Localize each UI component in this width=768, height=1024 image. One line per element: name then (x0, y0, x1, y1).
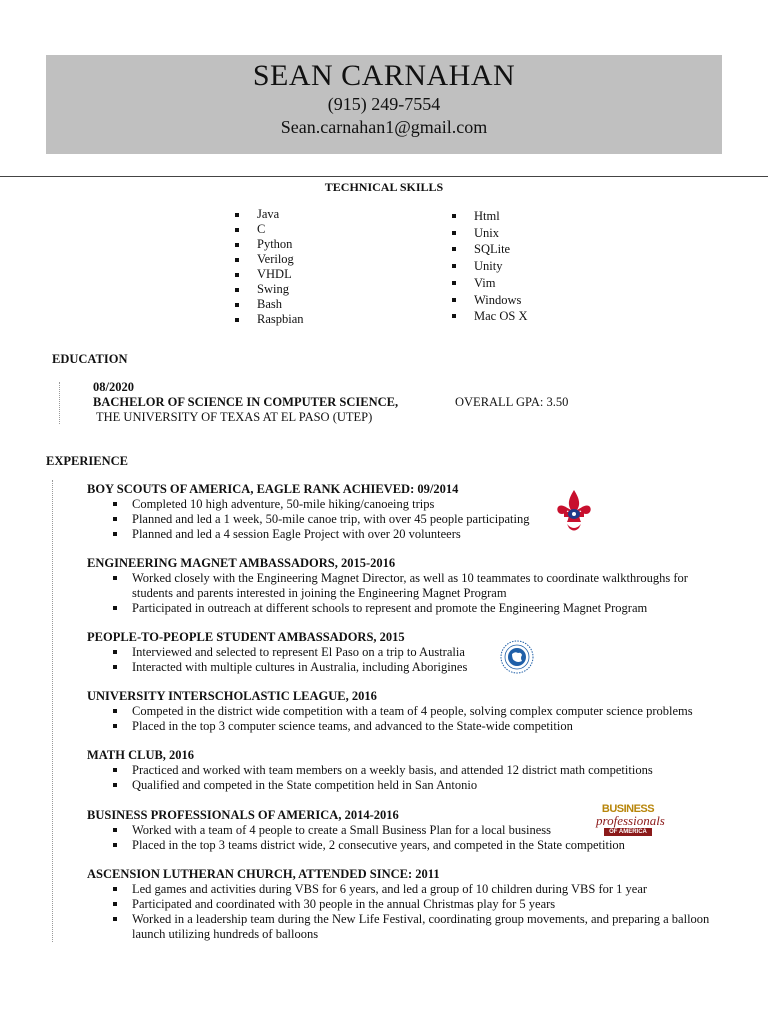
bullet-icon (235, 273, 239, 277)
experience-entry (87, 555, 747, 616)
experience-dotted-rule (52, 480, 53, 942)
skills-list-left (233, 207, 304, 327)
bullet-icon (452, 247, 456, 251)
list-item: Completed 10 high adventure, 50-mile hiking/canoeing trips (87, 497, 747, 512)
skill-item: SQLite (450, 241, 527, 258)
skill-item: Unity (450, 258, 527, 275)
bullet-icon (113, 843, 117, 847)
skill-item: Vim (450, 275, 527, 292)
experience-entry (87, 481, 747, 542)
bullet-icon (452, 231, 456, 235)
experience-entry (87, 747, 747, 793)
experience-bullets (87, 645, 747, 675)
skill-item: Windows (450, 292, 527, 309)
experience-title: BUSINESS PROFESSIONALS OF AMERICA, 2014-2016 (87, 808, 399, 822)
list-item: Participated and coordinated with 30 people in the annual Christmas play for 5 years (87, 897, 747, 912)
bullet-icon (113, 887, 117, 891)
list-item: Participated in outreach at different schools to represent and promote the Engineering Magnet Program (87, 601, 747, 616)
list-item: Placed in the top 3 teams district wide, 2 consecutive years, and competed in the State competition (87, 838, 747, 853)
degree-title: BACHELOR OF SCIENCE IN COMPUTER SCIENCE, (93, 395, 399, 409)
skill-item: Verilog (233, 252, 304, 267)
bullet-icon (452, 298, 456, 302)
bpa-logo-line3: OF AMERICA (604, 828, 652, 836)
list-item: Placed in the top 3 computer science teams, and advanced to the State-wide competition (87, 719, 747, 734)
skill-item: Raspbian (233, 312, 304, 327)
skill-item: Unix (450, 225, 527, 242)
list-item: Competed in the district wide competition with a team of 4 people, solving complex computer science problems (87, 704, 747, 719)
bullet-icon (113, 606, 117, 610)
list-item: Planned and led a 4 session Eagle Project with over 20 volunteers (87, 527, 747, 542)
bullet-icon (452, 314, 456, 318)
experience-title: UNIVERSITY INTERSCHOLASTIC LEAGUE, 2016 (87, 689, 377, 703)
skill-item: Java (233, 207, 304, 222)
experience-title: PEOPLE-TO-PEOPLE STUDENT AMBASSADORS, 2015 (87, 630, 405, 644)
skill-item: Python (233, 237, 304, 252)
header-divider (0, 176, 768, 177)
email-address: Sean.carnahan1@gmail.com (280, 117, 488, 137)
experience-heading: EXPERIENCE (46, 454, 128, 468)
list-item: Worked in a leadership team during the New Life Festival, coordinating group movements, and preparing a balloon launch utilizing hundreds of balloons (87, 912, 747, 942)
experience-bullets (87, 704, 747, 734)
bullet-icon (452, 281, 456, 285)
bullet-icon (113, 650, 117, 654)
bullet-icon (113, 576, 117, 580)
skill-item: Mac OS X (450, 308, 527, 325)
candidate-name: SEAN CARNAHAN (252, 59, 516, 92)
education-dotted-rule (59, 382, 60, 424)
bullet-icon (113, 517, 117, 521)
technical-skills-heading: TECHNICAL SKILLS (324, 180, 444, 194)
bullet-icon (235, 318, 239, 322)
list-item: Qualified and competed in the State competition held in San Antonio (87, 778, 747, 793)
people-to-people-logo-icon (500, 640, 534, 674)
list-item: Planned and led a 1 week, 50-mile canoe trip, with over 45 people participating (87, 512, 747, 527)
skill-item: Bash (233, 297, 304, 312)
list-item: Practiced and worked with team members on a weekly basis, and attended 12 district math competitions (87, 763, 747, 778)
experience-title: ENGINEERING MAGNET AMBASSADORS, 2015-2016 (87, 556, 396, 570)
bpa-logo-line2: professionals (596, 813, 665, 828)
skill-item: VHDL (233, 267, 304, 282)
bullet-icon (235, 213, 239, 217)
resume-header (46, 55, 722, 154)
graduation-date: 08/2020 (93, 380, 134, 394)
phone-number: (915) 249-7554 (327, 94, 441, 114)
bullet-icon (235, 258, 239, 262)
experience-title: BOY SCOUTS OF AMERICA, EAGLE RANK ACHIEVED: 09/2014 (87, 482, 459, 496)
experience-bullets (87, 882, 747, 942)
bullet-icon (113, 902, 117, 906)
experience-entry (87, 866, 747, 942)
bullet-icon (452, 264, 456, 268)
bullet-icon (113, 532, 117, 536)
experience-entry (87, 629, 747, 675)
bullet-icon (113, 709, 117, 713)
bullet-icon (235, 288, 239, 292)
experience-bullets (87, 763, 747, 793)
bullet-icon (452, 214, 456, 218)
globe-icon (500, 640, 534, 674)
experience-bullets (87, 571, 747, 616)
bullet-icon (113, 724, 117, 728)
bullet-icon (113, 768, 117, 772)
skills-list-right (450, 208, 527, 325)
experience-title: MATH CLUB, 2016 (87, 748, 195, 762)
list-item: Interacted with multiple cultures in Australia, including Aborigines (87, 660, 747, 675)
skill-item: Html (450, 208, 527, 225)
education-heading: EDUCATION (52, 352, 128, 366)
bullet-icon (235, 243, 239, 247)
list-item: Worked with a team of 4 people to create a Small Business Plan for a local business (87, 823, 747, 838)
bullet-icon (113, 917, 117, 921)
experience-bullets (87, 497, 747, 542)
bullet-icon (235, 303, 239, 307)
list-item: Led games and activities during VBS for 6 years, and led a group of 10 children during VBS for 1 year (87, 882, 747, 897)
overall-gpa: OVERALL GPA: 3.50 (455, 395, 569, 409)
skill-item: C (233, 222, 304, 237)
bullet-icon (113, 783, 117, 787)
experience-title: ASCENSION LUTHERAN CHURCH, ATTENDED SINCE: 2011 (87, 867, 440, 881)
education-entry (93, 380, 733, 425)
experience-entry (87, 688, 747, 734)
bullet-icon (113, 828, 117, 832)
bullet-icon (235, 228, 239, 232)
boy-scouts-logo-icon (555, 488, 593, 534)
bpa-logo-line1: BUSINESS (601, 803, 655, 815)
bullet-icon (113, 665, 117, 669)
skill-item: Swing (233, 282, 304, 297)
bpa-logo-icon (596, 803, 665, 838)
list-item: Interviewed and selected to represent El Paso on a trip to Australia (87, 645, 747, 660)
bullet-icon (113, 502, 117, 506)
school-name: THE UNIVERSITY OF TEXAS AT EL PASO (UTEP) (96, 410, 373, 424)
list-item: Worked closely with the Engineering Magnet Director, as well as 10 teammates to coordinate walkthroughs for students and parents interested in joining the Engineering Magnet Program (87, 571, 747, 601)
fleur-de-lis-icon (555, 488, 593, 534)
